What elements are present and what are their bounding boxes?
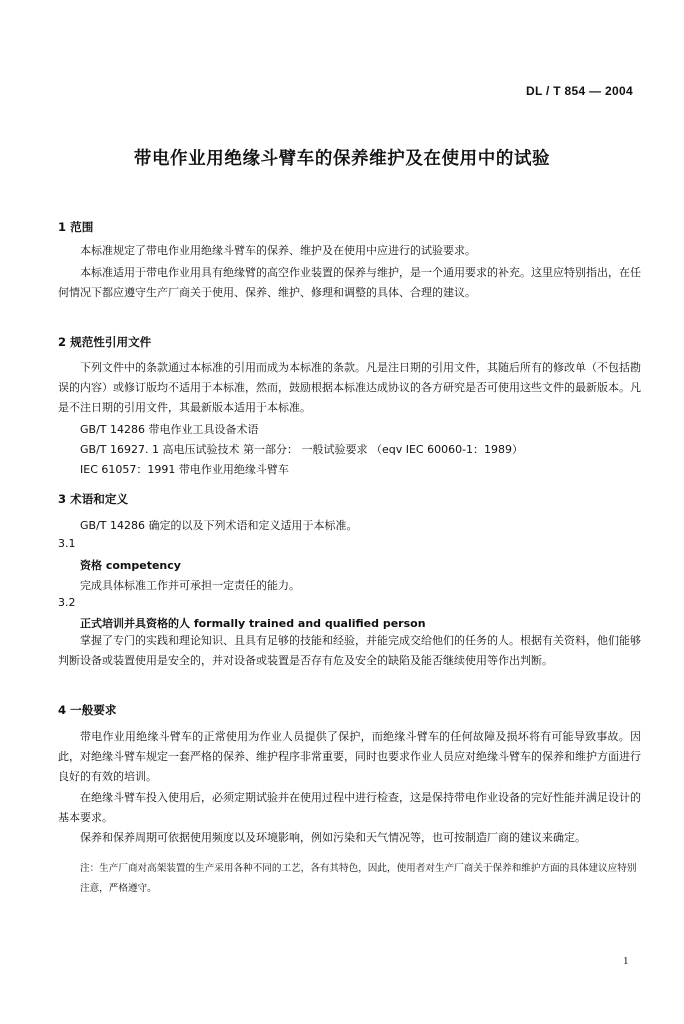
reference-item: GB/T 14286 带电作业工具设备术语 bbox=[80, 423, 259, 436]
clause-3-2-definition: 掌握了专门的实践和理论知识、且具有足够的技能和经验，并能完成交给他们的任务的人。根据有关资料，他们能够判断设备或装置使用是安全的，并对设备或装置是否存有危及安全的缺陷及能否继续使用等作出判断。 bbox=[58, 634, 641, 667]
section-3-intro: GB/T 14286 确定的以及下列术语和定义适用于本标准。 bbox=[80, 519, 358, 532]
clause-3-2-term: 正式培训并具资格的人 formally trained and qualified person bbox=[80, 617, 426, 630]
section-3-heading: 3 术语和定义 bbox=[58, 492, 129, 506]
section-1-heading: 1 范围 bbox=[58, 220, 94, 234]
section-2-paragraph-1: 下列文件中的条款通过本标准的引用而成为本标准的条款。凡是注日期的引用文件，其随后所有的修改单（不包括勘误的内容）或修订版均不适用于本标准，然而，鼓励根据本标准达成协议的各方研究是否可使用这些文件的最新版本。凡是不注日期的引用文件，其最新版本适用于本标准。 bbox=[58, 361, 641, 414]
reference-item: GB/T 16927. 1 高电压试验技术 第一部分： 一般试验要求 （eqv IEC 60060-1：1989） bbox=[80, 443, 524, 456]
section-1-paragraph-2: 本标准适用于带电作业用具有绝缘臂的高空作业装置的保养与维护，是一个通用要求的补充。这里应特别指出，在任何情况下都应遵守生产厂商关于使用、保养、维护、修理和调整的具体、合理的建议。 bbox=[58, 266, 641, 299]
clause-3-1-definition: 完成具体标准工作并可承担一定责任的能力。 bbox=[80, 579, 300, 592]
section-4-paragraph-2: 在绝缘斗臂车投入使用后，必须定期试验并在使用过程中进行检查，这是保持带电作业设备的完好性能并满足设计的基本要求。 bbox=[58, 791, 641, 824]
section-4-paragraph-3: 保养和保养周期可依据使用频度以及环境影响，例如污染和天气情况等，也可按制造厂商的建议来确定。 bbox=[80, 831, 586, 844]
reference-item: IEC 61057：1991 带电作业用绝缘斗臂车 bbox=[80, 463, 289, 476]
clause-3-2-number: 3.2 bbox=[58, 596, 76, 609]
section-4-note: 注：生产厂商对高架装置的生产采用各种不同的工艺，各有其特色，因此，使用者对生产厂商关于保养和维护方面的具体建议应特别注意，严格遵守。 bbox=[80, 863, 637, 894]
page-number: 1 bbox=[623, 955, 629, 967]
standard-code: DL / T 854 — 2004 bbox=[526, 84, 633, 98]
section-4-heading: 4 一般要求 bbox=[58, 703, 117, 717]
section-2-heading: 2 规范性引用文件 bbox=[58, 335, 152, 349]
document-title: 带电作业用绝缘斗臂车的保养维护及在使用中的试验 bbox=[133, 149, 551, 169]
clause-3-1-term: 资格 competency bbox=[80, 559, 181, 572]
section-4-paragraph-1: 带电作业用绝缘斗臂车的正常使用为作业人员提供了保护，而绝缘斗臂车的任何故障及损坏将有可能导致事故。因此，对绝缘斗臂车规定一套严格的保养、维护程序非常重要，同时也要求作业人员应对绝缘斗臂车的保养和维护方面进行良好的有效的培训。 bbox=[58, 730, 641, 783]
clause-3-1-number: 3.1 bbox=[58, 537, 76, 550]
section-1-paragraph-1: 本标准规定了带电作业用绝缘斗臂车的保养、维护及在使用中应进行的试验要求。 bbox=[80, 244, 476, 257]
